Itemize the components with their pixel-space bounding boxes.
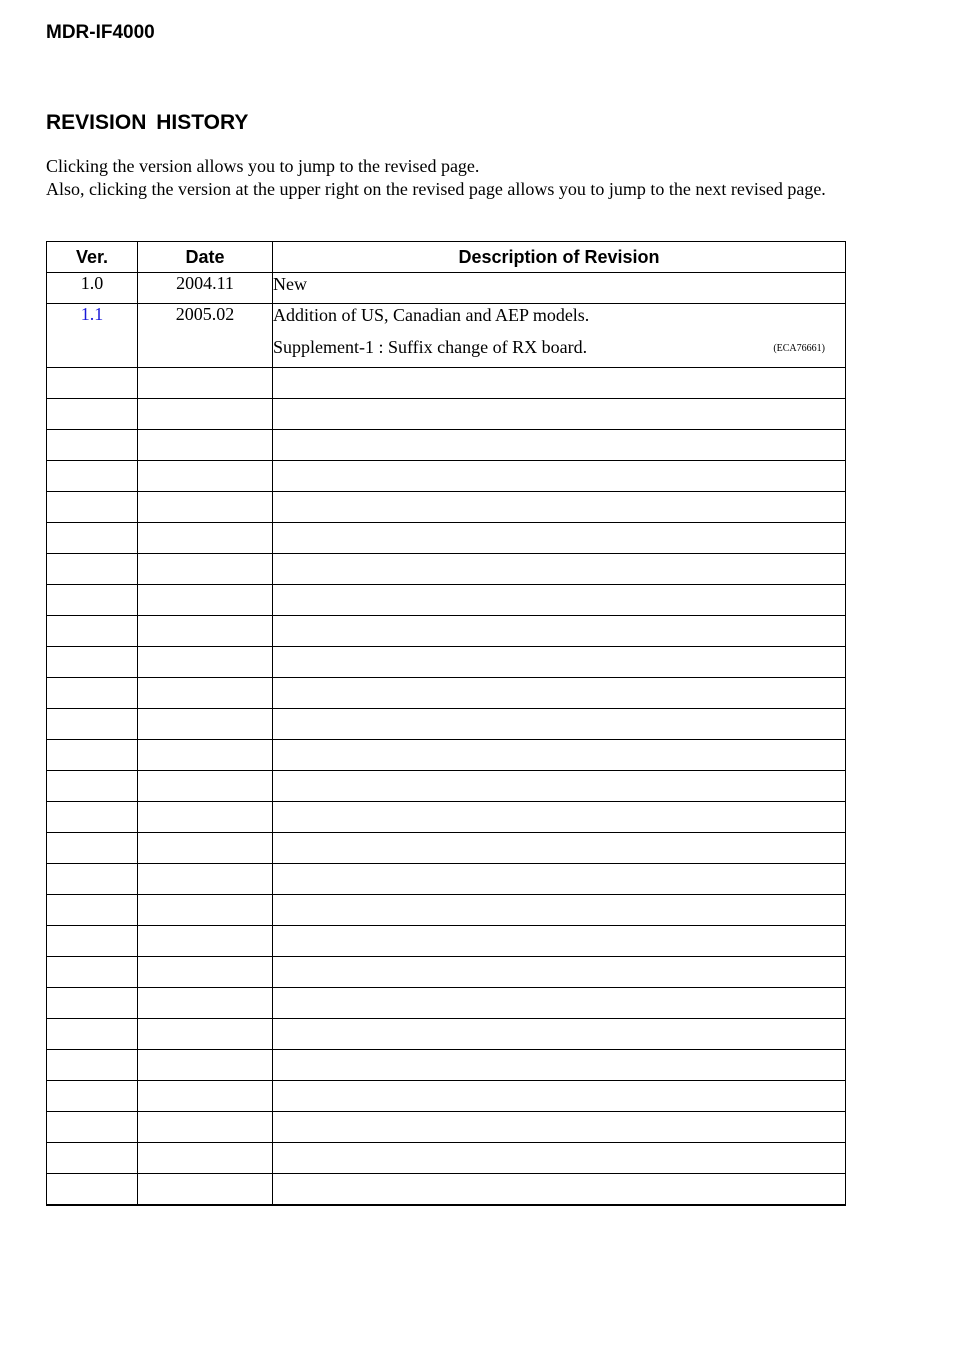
description-cell: [273, 399, 846, 430]
description-cell: [273, 430, 846, 461]
description-cell: [273, 1112, 846, 1143]
version-cell: [47, 957, 138, 988]
version-cell: [47, 988, 138, 1019]
model-number: MDR-IF4000: [46, 22, 155, 43]
date-cell: [138, 1050, 273, 1081]
date-cell: [138, 895, 273, 926]
col-header-description: Description of Revision: [273, 242, 846, 273]
date-cell: [138, 1174, 273, 1205]
empty-row: [47, 461, 846, 492]
empty-row: [47, 1174, 846, 1205]
version-cell: [47, 430, 138, 461]
version-link[interactable]: 1.1: [80, 304, 104, 324]
version-cell: [47, 709, 138, 740]
description-cell: [273, 304, 846, 368]
empty-row: [47, 864, 846, 895]
version-cell: [47, 368, 138, 399]
description-cell: [273, 988, 846, 1019]
description-cell: [273, 492, 846, 523]
description-line: [273, 336, 845, 358]
description-cell: [273, 740, 846, 771]
revision-table-body: [47, 273, 846, 1205]
description-cell: [273, 833, 846, 864]
version-cell: [47, 461, 138, 492]
date-cell: [138, 988, 273, 1019]
version-cell: [47, 802, 138, 833]
version-cell: [47, 864, 138, 895]
description-cell: [273, 895, 846, 926]
empty-row: [47, 492, 846, 523]
date-cell: [138, 678, 273, 709]
col-header-ver: Ver.: [47, 242, 138, 273]
date-cell: [138, 740, 273, 771]
date-cell: [138, 709, 273, 740]
empty-row: [47, 771, 846, 802]
empty-row: [47, 709, 846, 740]
date-cell: [138, 1143, 273, 1174]
version-cell: [47, 1143, 138, 1174]
empty-row: [47, 740, 846, 771]
version-cell: [47, 1050, 138, 1081]
date-cell: [138, 1081, 273, 1112]
description-cell: [273, 926, 846, 957]
empty-row: [47, 1081, 846, 1112]
version-cell: [47, 304, 138, 368]
description-cell: [273, 1081, 846, 1112]
table-header-row: [47, 242, 846, 273]
version-cell: [47, 399, 138, 430]
date-cell: [138, 585, 273, 616]
date-cell: [138, 523, 273, 554]
version-cell: [47, 585, 138, 616]
empty-row: [47, 926, 846, 957]
date-cell: [138, 771, 273, 802]
empty-row: [47, 554, 846, 585]
version-cell: [47, 895, 138, 926]
date-cell: [138, 926, 273, 957]
empty-row: [47, 368, 846, 399]
description-cell: [273, 1050, 846, 1081]
description-text: Supplement-1 : Suffix change of RX board.: [273, 337, 588, 357]
description-cell: [273, 1143, 846, 1174]
version-cell: [47, 1081, 138, 1112]
empty-row: [47, 585, 846, 616]
empty-row: [47, 616, 846, 647]
description-cell: [273, 647, 846, 678]
reference-code: (ECA76661): [773, 343, 825, 354]
description-cell: [273, 678, 846, 709]
description-cell: [273, 368, 846, 399]
date-cell: [138, 957, 273, 988]
version-cell: [47, 1112, 138, 1143]
version-cell: [47, 616, 138, 647]
page-title: REVISION HISTORY: [46, 111, 249, 134]
description-text: Addition of US, Canadian and AEP models.: [273, 305, 590, 325]
description-cell: [273, 1174, 846, 1205]
date-cell: [138, 1019, 273, 1050]
version-cell: [47, 273, 138, 304]
empty-row: [47, 647, 846, 678]
empty-row: [47, 802, 846, 833]
empty-row: [47, 1019, 846, 1050]
description-cell: [273, 585, 846, 616]
version-cell: [47, 771, 138, 802]
version-label: 1.0: [80, 273, 104, 293]
date-cell: [138, 1112, 273, 1143]
date-cell: [138, 802, 273, 833]
date-cell: [138, 399, 273, 430]
date-cell: [138, 368, 273, 399]
revision-table: [46, 241, 846, 1206]
empty-row: [47, 895, 846, 926]
description-cell: [273, 771, 846, 802]
description-cell: [273, 957, 846, 988]
version-cell: [47, 833, 138, 864]
description-cell: [273, 709, 846, 740]
date-cell: [138, 864, 273, 895]
description-text: New: [273, 274, 307, 294]
description-cell: [273, 273, 846, 304]
empty-row: [47, 430, 846, 461]
description-cell: [273, 864, 846, 895]
version-cell: [47, 523, 138, 554]
col-header-date: Date: [138, 242, 273, 273]
table-row: [47, 273, 846, 304]
version-cell: [47, 492, 138, 523]
version-cell: [47, 554, 138, 585]
version-cell: [47, 647, 138, 678]
date-cell: [138, 492, 273, 523]
empty-row: [47, 523, 846, 554]
date-cell: [138, 647, 273, 678]
date-cell: [138, 833, 273, 864]
empty-row: [47, 1112, 846, 1143]
description-cell: [273, 802, 846, 833]
table-row: [47, 304, 846, 368]
empty-row: [47, 1050, 846, 1081]
date-cell: [138, 461, 273, 492]
empty-row: [47, 1143, 846, 1174]
date-cell: [138, 430, 273, 461]
description-line: [273, 273, 845, 295]
description-cell: [273, 523, 846, 554]
intro-line: Clicking the version allows you to jump to the revised page.: [46, 156, 480, 176]
date-cell: 2004.11: [138, 273, 273, 304]
date-cell: [138, 554, 273, 585]
date-cell: 2005.02: [138, 304, 273, 368]
version-cell: [47, 678, 138, 709]
empty-row: [47, 988, 846, 1019]
description-line: [273, 304, 845, 336]
empty-row: [47, 957, 846, 988]
description-cell: [273, 616, 846, 647]
version-cell: [47, 1174, 138, 1205]
intro-text: [46, 155, 846, 201]
version-cell: [47, 740, 138, 771]
version-cell: [47, 1019, 138, 1050]
date-cell: [138, 616, 273, 647]
description-cell: [273, 461, 846, 492]
description-cell: [273, 1019, 846, 1050]
intro-line: Also, clicking the version at the upper right on the revised page allows you to jump to the next revised page.: [46, 179, 826, 199]
empty-row: [47, 399, 846, 430]
description-cell: [273, 554, 846, 585]
version-cell: [47, 926, 138, 957]
empty-row: [47, 833, 846, 864]
empty-row: [47, 678, 846, 709]
